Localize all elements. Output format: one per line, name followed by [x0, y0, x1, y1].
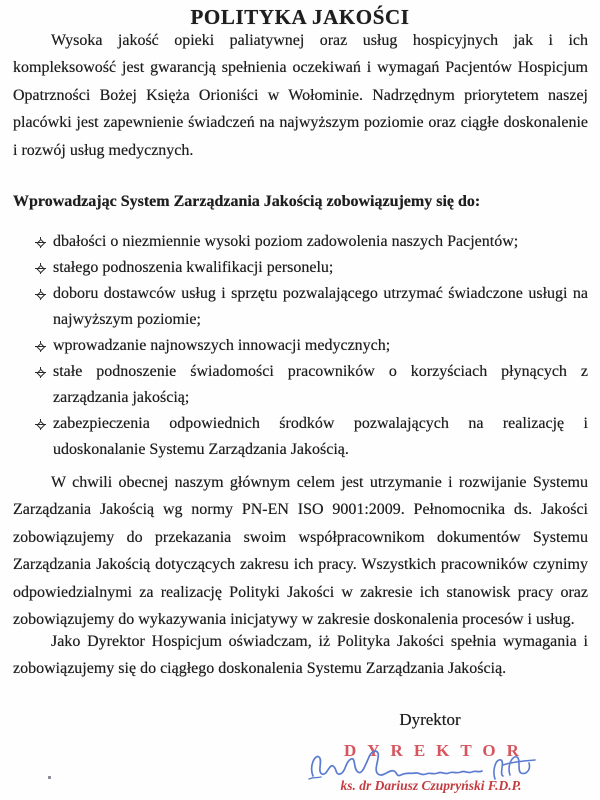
bullet-diamond-center: [37, 343, 45, 351]
list-item-text: wprowadzanie najnowszych innowacji medycznych;: [53, 337, 391, 354]
open-centre-cross-bullet-icon: [35, 419, 46, 430]
list-item-text: zabezpieczenia odpowiednich środków pozwalających na realizację i udoskonalanie Systemu Zarządzania Jakością.: [53, 415, 588, 458]
signer-name: ks. dr Dariusz Czupryński F.D.P.: [340, 778, 522, 793]
scan-artifact-dot: [48, 776, 51, 779]
list-item: [36, 359, 588, 411]
bullet-diamond-center: [37, 421, 45, 429]
open-centre-cross-bullet-icon: [35, 263, 46, 274]
list-item: [36, 229, 588, 255]
commitments-list: [36, 229, 588, 463]
open-centre-cross-bullet-icon: [35, 237, 46, 248]
bullet-diamond-center: [37, 265, 45, 273]
paragraph-intro: Wysoka jakość opieki paliatywnej oraz usług hospicyjnych jak i ich kompleksowość jest gwarancją spełnienia oczekiwań i wymagań Pacjentów Hospicjum Opatrzności Bożej Księża Orioniści w Wołominie. Nadrzędnym priorytetem naszej placówki jest zapewnienie świadczeń na najwyższym poziomie oraz ciągłe doskonalenie i rozwój usług medycznych.: [13, 32, 588, 159]
list-item-text: doboru dostawców usług i sprzętu pozwalającego utrzymać świadczone usługi na najwyższym poziomie;: [53, 285, 588, 328]
paragraph-declaration: Jako Dyrektor Hospicjum oświadczam, iż Polityka Jakości spełnia wymagania i zobowiązujemy się do ciągłego doskonalenia Systemu Zarządzania Jakością.: [13, 633, 588, 677]
list-item-text: stałego podnoszenia kwalifikacji personelu;: [53, 259, 334, 276]
list-item: [36, 333, 588, 359]
list-item-text: dbałości o niezmiennie wysoki poziom zadowolenia naszych Pacjentów;: [53, 233, 519, 250]
commitments-heading: Wprowadzając System Zarządzania Jakością zobowiązujemy się do:: [13, 193, 481, 210]
list-item: [36, 411, 588, 463]
bullet-diamond-center: [37, 291, 45, 299]
paragraph-goal: W chwili obecnej naszym głównym celem jest utrzymanie i rozwijanie Systemu Zarządzania Jakością wg normy PN-EN ISO 9001:2009. Pełnomocnika ds. Jakości zobowiązujemy do przekazania swoim współpracownikom dokumentów Systemu Zarządzania Jakością dotyczących zakresu ich pracy. Wszystkich pracowników czynimy odpowiedzialnymi za realizację Polityki Jakości w zakresie ich stanowisk pracy oraz zobowiązujemy do wykazywania inicjatywy w zakresie doskonalenia procesów i usług.: [13, 474, 588, 629]
bullet-diamond-center: [37, 369, 45, 377]
director-label: Dyrektor: [399, 710, 461, 729]
bullet-diamond-center: [37, 239, 45, 247]
open-centre-cross-bullet-icon: [35, 367, 46, 378]
open-centre-cross-bullet-icon: [35, 289, 46, 300]
document-title: POLITYKA JAKOŚCI: [190, 5, 410, 29]
list-item: [36, 281, 588, 333]
list-item: [36, 255, 588, 281]
open-centre-cross-bullet-icon: [35, 341, 46, 352]
signature-block: [325, 710, 535, 793]
director-stamp-text: DYREKTOR: [344, 741, 530, 760]
list-item-text: stałe podnoszenie świadomości pracowników o korzyściach płynących z zarządzania jakością;: [53, 363, 588, 406]
